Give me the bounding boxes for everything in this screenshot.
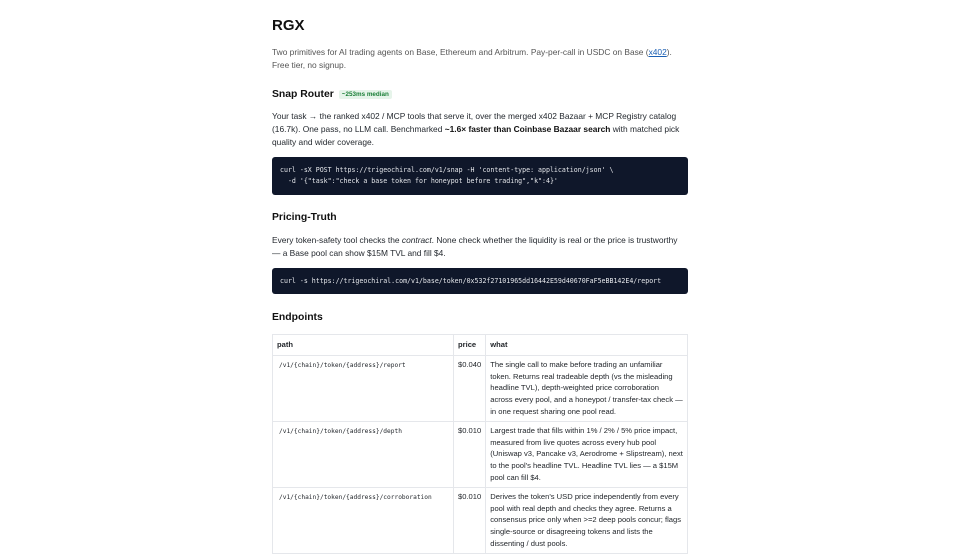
x402-link[interactable]: x402 — [648, 47, 667, 57]
table-row — [273, 355, 688, 421]
intro-text: Two primitives for AI trading agents on Base, Ethereum and Arbitrum. Pay-per-call in USDC on Base (x402). Free tier, no signup. — [272, 47, 672, 70]
column-header-path: path — [273, 335, 454, 356]
snap-router-heading: Snap Router ~253ms median — [272, 89, 392, 100]
pricing-truth-heading: Pricing-Truth — [272, 212, 337, 223]
snap-code-block[interactable] — [272, 157, 688, 195]
code-line: curl -s https://trigeochiral.com/v1/base/token/0x532f27101965dd16442E59d40670FaF5eBB142E4/report — [280, 277, 662, 285]
endpoint-path: /v1/{chain}/token/{address}/corroboration — [273, 487, 454, 553]
table-header-row — [273, 335, 688, 356]
endpoint-price: $0.010 — [454, 487, 486, 553]
endpoint-path: /v1/{chain}/token/{address}/depth — [273, 421, 454, 487]
pricing-code-block[interactable] — [272, 268, 688, 294]
page-title: RGX — [272, 17, 305, 34]
endpoint-description: The single call to make before trading an unfamiliar token. Returns real tradeable depth (vs the misleading headline TVL), depth-weighted price corroboration across every pool, and a honeypot / transfer-tax check — in one request sharing one pool read. — [486, 355, 688, 421]
endpoint-description: Largest trade that fills within 1% / 2% / 5% price impact, measured from live quotes across every hub pool (Uniswap v3, Pancake v3, Aerodrome + Slipstream), next to the pool's headline TVL. Headline TVL lies — a $15M pool can fill $4. — [486, 421, 688, 487]
table-row — [273, 421, 688, 487]
endpoint-description: Derives the token's USD price independently from every pool with real depth and checks they agree. Returns a consensus price only when >=2 deep pools concur; flags single-source or disagreeing tokens and lists the dissenting / dust pools. — [486, 487, 688, 553]
endpoint-price: $0.040 — [454, 355, 486, 421]
column-header-what: what — [486, 335, 688, 356]
snap-router-description: Your task → the ranked x402 / MCP tools that serve it, over the merged x402 Bazaar + MCP Registry catalog (16.7k). One pass, no LLM call. Benchmarked ~1.6× faster than Coinbase Bazaar search with matched pick quality and wider coverage. — [272, 111, 680, 147]
endpoint-price: $0.010 — [454, 421, 486, 487]
code-line: curl -sX POST https://trigeochiral.com/v1/snap -H 'content-type: application/json' \ — [280, 166, 614, 174]
endpoint-path: /v1/{chain}/token/{address}/report — [273, 355, 454, 421]
endpoints-heading: Endpoints — [272, 312, 323, 323]
latency-badge: ~253ms median — [339, 90, 392, 99]
column-header-price: price — [454, 335, 486, 356]
code-line: -d '{"task":"check a base token for honeypot before trading","k":4}' — [280, 177, 558, 185]
pricing-truth-description: Every token-safety tool checks the contract. None check whether the liquidity is real or the price is trustworthy — a Base pool can show $15M TVL and fill $4. — [272, 235, 678, 258]
table-row — [273, 487, 688, 553]
endpoints-table — [272, 334, 688, 554]
